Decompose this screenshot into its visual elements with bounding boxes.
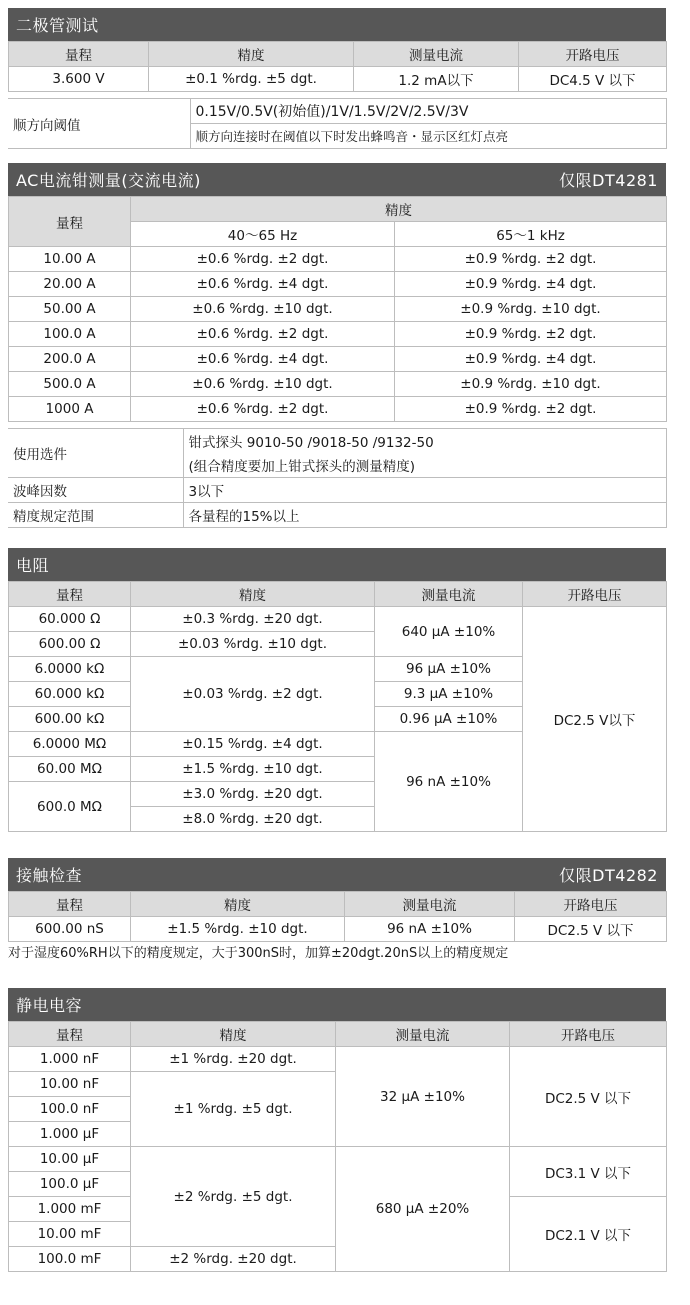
cell-current: 96 μA ±10% <box>375 657 523 682</box>
cell-voltage: DC2.5 V以下 <box>523 607 667 832</box>
cell-range: 100.0 nF <box>9 1097 131 1122</box>
cell-acc-low: ±0.6 %rdg. ±2 dgt. <box>131 247 395 272</box>
col-voltage: 开路电压 <box>515 892 667 917</box>
cell-acc-high: ±0.9 %rdg. ±2 dgt. <box>395 397 667 422</box>
cell-range: 20.00 A <box>9 272 131 297</box>
cell-current: 1.2 mA以下 <box>354 67 519 92</box>
cell-acc-low: ±0.6 %rdg. ±2 dgt. <box>131 322 395 347</box>
cell-range: 200.0 A <box>9 347 131 372</box>
cell-accuracy: ±1.5 %rdg. ±10 dgt. <box>131 757 375 782</box>
col-range: 量程 <box>9 582 131 607</box>
cell-acc-low: ±0.6 %rdg. ±4 dgt. <box>131 272 395 297</box>
continuity-note: 对于湿度60%RH以下的精度规定，大于300nS时，加算±20dgt.20nS以上的精度规定 <box>8 946 509 961</box>
col-accuracy: 精度 <box>131 892 345 917</box>
cell-current: 32 μA ±10% <box>336 1047 510 1147</box>
threshold-values: 0.15V/0.5V(初始值)/1V/1.5V/2V/2.5V/3V <box>190 99 666 124</box>
ac-col-freq1: 40～65 Hz <box>131 222 395 247</box>
cell-range: 6.0000 kΩ <box>9 657 131 682</box>
spec-value: 各量程的15%以上 <box>183 503 666 528</box>
options-label: 使用选件 <box>8 429 183 478</box>
cell-voltage: DC2.5 V 以下 <box>510 1047 667 1147</box>
col-current: 测量电流 <box>345 892 515 917</box>
continuity-header <box>8 858 666 891</box>
cell-range: 60.000 kΩ <box>9 682 131 707</box>
continuity-model-note: 仅限DT4282 <box>559 866 658 885</box>
continuity-section <box>8 858 666 966</box>
table-row <box>9 247 667 272</box>
cell-range: 500.0 A <box>9 372 131 397</box>
options-line1: 钳式探头 9010-50 /9018-50 /9132-50 <box>183 429 666 454</box>
spec-label: 精度规定范围 <box>8 503 183 528</box>
col-range: 量程 <box>9 892 131 917</box>
col-voltage: 开路电压 <box>510 1022 667 1047</box>
options-line2: (组合精度要加上钳式探头的测量精度) <box>183 453 666 478</box>
continuity-table <box>8 891 667 942</box>
col-voltage: 开路电压 <box>519 42 667 67</box>
cell-range: 1.000 mF <box>9 1197 131 1222</box>
cell-accuracy: ±1 %rdg. ±20 dgt. <box>131 1047 336 1072</box>
cell-range: 6.0000 MΩ <box>9 732 131 757</box>
cell-accuracy: ±0.1 %rdg. ±5 dgt. <box>149 67 354 92</box>
cell-accuracy: ±8.0 %rdg. ±20 dgt. <box>131 807 375 832</box>
capacitance-table <box>8 1021 667 1272</box>
cell-accuracy: ±1.5 %rdg. ±10 dgt. <box>131 917 345 942</box>
cell-accuracy: ±0.03 %rdg. ±2 dgt. <box>131 657 375 732</box>
cell-range: 3.600 V <box>9 67 149 92</box>
threshold-note: 顺方向连接时在阈值以下时发出蜂鸣音・显示区红灯点亮 <box>190 124 666 149</box>
cell-range: 60.00 MΩ <box>9 757 131 782</box>
cell-current: 9.3 μA ±10% <box>375 682 523 707</box>
cell-range: 1.000 nF <box>9 1047 131 1072</box>
continuity-title: 接触检查 <box>16 866 83 885</box>
ac-model-note: 仅限DT4281 <box>559 171 658 190</box>
col-current: 测量电流 <box>354 42 519 67</box>
cell-acc-high: ±0.9 %rdg. ±4 dgt. <box>395 272 667 297</box>
cell-accuracy: ±1 %rdg. ±5 dgt. <box>131 1072 336 1147</box>
cell-current: 680 μA ±20% <box>336 1147 510 1272</box>
diode-table <box>8 41 667 92</box>
ac-table <box>8 196 667 422</box>
ac-col-accuracy: 精度 <box>131 197 667 222</box>
cell-acc-low: ±0.6 %rdg. ±2 dgt. <box>131 397 395 422</box>
cell-acc-low: ±0.6 %rdg. ±4 dgt. <box>131 347 395 372</box>
cell-acc-low: ±0.6 %rdg. ±10 dgt. <box>131 372 395 397</box>
capacitance-title: 静电电容 <box>16 996 83 1015</box>
cell-accuracy: ±0.3 %rdg. ±20 dgt. <box>131 607 375 632</box>
cell-range: 600.00 kΩ <box>9 707 131 732</box>
cell-range: 100.0 A <box>9 322 131 347</box>
capacitance-header <box>8 988 666 1021</box>
ac-header <box>8 163 666 196</box>
table-row <box>9 297 667 322</box>
cell-range: 60.000 Ω <box>9 607 131 632</box>
crest-value: 3以下 <box>183 478 666 503</box>
table-row <box>9 372 667 397</box>
diode-header <box>8 8 666 41</box>
col-current: 测量电流 <box>375 582 523 607</box>
cell-acc-high: ±0.9 %rdg. ±10 dgt. <box>395 372 667 397</box>
cell-range: 1.000 μF <box>9 1122 131 1147</box>
cell-range: 600.00 nS <box>9 917 131 942</box>
diode-section <box>8 8 666 149</box>
cell-acc-high: ±0.9 %rdg. ±4 dgt. <box>395 347 667 372</box>
cell-range: 100.0 μF <box>9 1172 131 1197</box>
col-range: 量程 <box>9 1022 131 1047</box>
cell-voltage: DC4.5 V 以下 <box>519 67 667 92</box>
resistance-section <box>8 548 666 832</box>
cell-range: 600.0 MΩ <box>9 782 131 832</box>
cell-accuracy: ±0.03 %rdg. ±10 dgt. <box>131 632 375 657</box>
cell-acc-low: ±0.6 %rdg. ±10 dgt. <box>131 297 395 322</box>
cell-acc-high: ±0.9 %rdg. ±2 dgt. <box>395 247 667 272</box>
cell-acc-high: ±0.9 %rdg. ±2 dgt. <box>395 322 667 347</box>
threshold-label: 顺方向阈值 <box>8 99 190 149</box>
diode-header-row <box>9 42 667 67</box>
cell-range: 10.00 μF <box>9 1147 131 1172</box>
table-row <box>9 917 667 942</box>
cell-current: 0.96 μA ±10% <box>375 707 523 732</box>
ac-info-table <box>8 428 667 528</box>
capacitance-section <box>8 988 666 1272</box>
cell-accuracy: ±2 %rdg. ±5 dgt. <box>131 1147 336 1247</box>
cell-voltage: DC2.1 V 以下 <box>510 1197 667 1272</box>
diode-threshold-table <box>8 98 667 149</box>
table-row <box>9 272 667 297</box>
col-accuracy: 精度 <box>131 1022 336 1047</box>
resistance-title: 电阻 <box>16 556 50 575</box>
cell-current: 640 μA ±10% <box>375 607 523 657</box>
table-row <box>9 397 667 422</box>
ac-col-freq2: 65～1 kHz <box>395 222 667 247</box>
table-row <box>9 67 667 92</box>
resistance-header <box>8 548 666 581</box>
col-range: 量程 <box>9 42 149 67</box>
cell-acc-high: ±0.9 %rdg. ±10 dgt. <box>395 297 667 322</box>
cell-current: 96 nA ±10% <box>375 732 523 832</box>
diode-title: 二极管测试 <box>16 16 99 35</box>
col-accuracy: 精度 <box>149 42 354 67</box>
ac-section <box>8 163 666 528</box>
cell-range: 50.00 A <box>9 297 131 322</box>
cell-range: 1000 A <box>9 397 131 422</box>
col-voltage: 开路电压 <box>523 582 667 607</box>
table-row <box>9 322 667 347</box>
cell-accuracy: ±0.15 %rdg. ±4 dgt. <box>131 732 375 757</box>
cell-current: 96 nA ±10% <box>345 917 515 942</box>
cell-voltage: DC3.1 V 以下 <box>510 1147 667 1197</box>
cell-range: 10.00 mF <box>9 1222 131 1247</box>
cell-range: 10.00 A <box>9 247 131 272</box>
cell-range: 10.00 nF <box>9 1072 131 1097</box>
col-accuracy: 精度 <box>131 582 375 607</box>
ac-title: AC电流钳测量(交流电流) <box>16 171 201 190</box>
crest-label: 波峰因数 <box>8 478 183 503</box>
cell-voltage: DC2.5 V 以下 <box>515 917 667 942</box>
cell-range: 100.0 mF <box>9 1247 131 1272</box>
table-row <box>9 347 667 372</box>
resistance-table <box>8 581 667 832</box>
cell-range: 600.00 Ω <box>9 632 131 657</box>
col-current: 测量电流 <box>336 1022 510 1047</box>
cell-accuracy: ±2 %rdg. ±20 dgt. <box>131 1247 336 1272</box>
cell-accuracy: ±3.0 %rdg. ±20 dgt. <box>131 782 375 807</box>
ac-col-range: 量程 <box>9 197 131 247</box>
